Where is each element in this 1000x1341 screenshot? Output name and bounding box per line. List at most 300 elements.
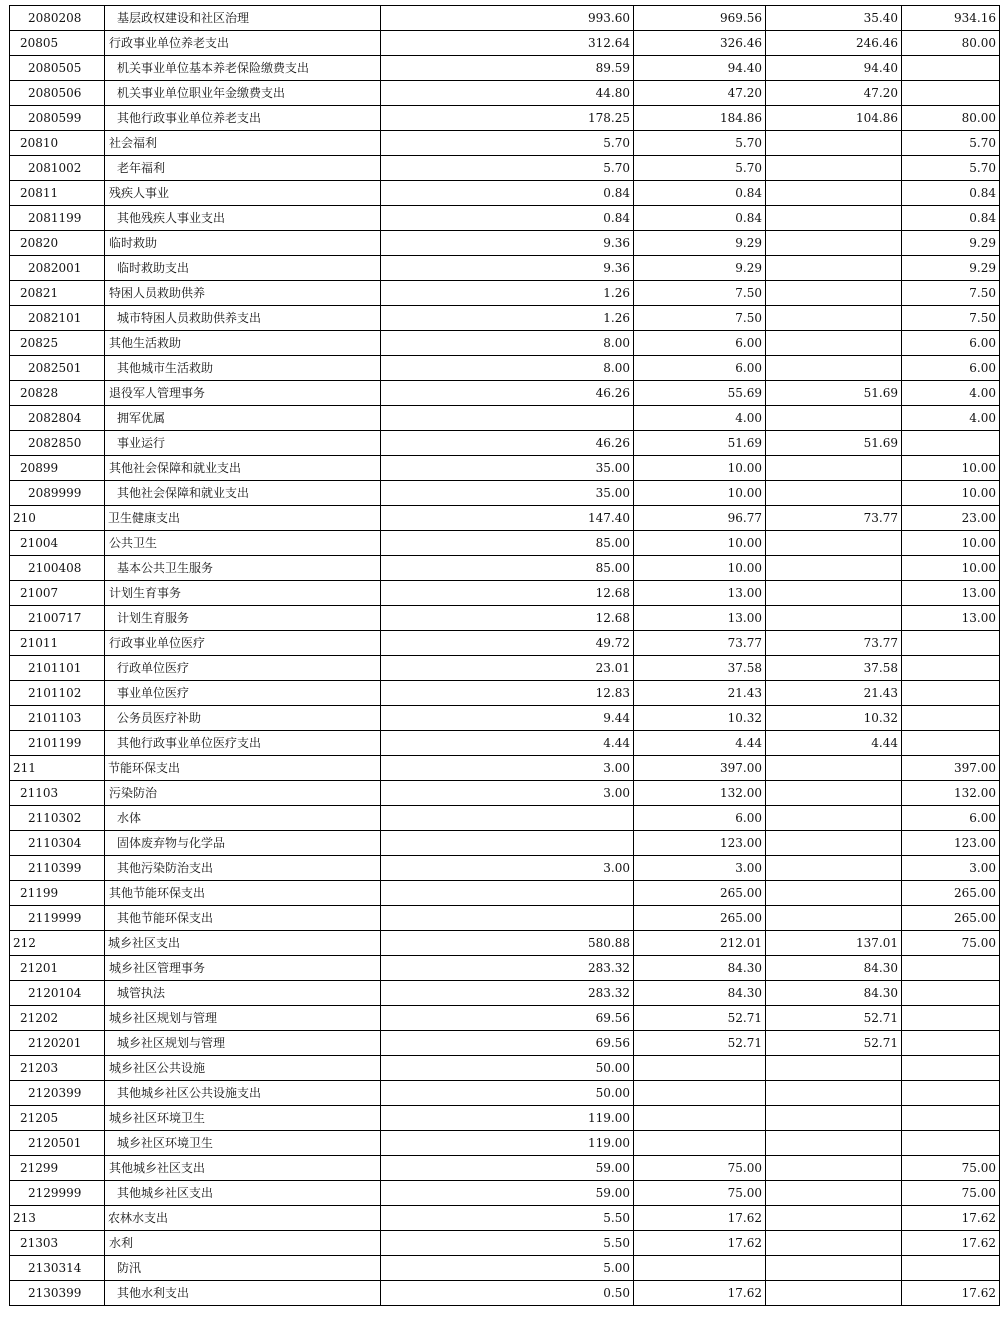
project-expenditure-cell: 397.00 — [902, 756, 1000, 781]
basic-expenditure-cell — [766, 1081, 902, 1106]
table-row — [10, 906, 1000, 931]
basic-expenditure-cell — [766, 1206, 902, 1231]
total-amount-cell: 123.00 — [634, 831, 766, 856]
basic-expenditure-cell — [766, 356, 902, 381]
project-expenditure-cell — [902, 706, 1000, 731]
account-code-cell: 21202 — [10, 1006, 105, 1031]
basic-expenditure-cell: 51.69 — [766, 431, 902, 456]
account-name-cell: 行政事业单位医疗 — [105, 631, 381, 656]
table-row — [10, 631, 1000, 656]
table-row — [10, 431, 1000, 456]
basic-expenditure-cell — [766, 806, 902, 831]
basic-expenditure-cell — [766, 581, 902, 606]
table-row — [10, 581, 1000, 606]
last-year-amount-cell: 85.00 — [381, 531, 634, 556]
basic-expenditure-cell — [766, 856, 902, 881]
table-row — [10, 1031, 1000, 1056]
account-code-cell: 2082101 — [10, 306, 105, 331]
table-row — [10, 1131, 1000, 1156]
basic-expenditure-cell — [766, 156, 902, 181]
account-code-cell: 2089999 — [10, 481, 105, 506]
total-amount-cell: 52.71 — [634, 1031, 766, 1056]
account-name-cell: 城乡社区支出 — [105, 931, 381, 956]
total-amount-cell: 132.00 — [634, 781, 766, 806]
basic-expenditure-cell — [766, 556, 902, 581]
account-name-cell: 公共卫生 — [105, 531, 381, 556]
project-expenditure-cell — [902, 956, 1000, 981]
basic-expenditure-cell — [766, 281, 902, 306]
basic-expenditure-cell — [766, 531, 902, 556]
last-year-amount-cell: 119.00 — [381, 1131, 634, 1156]
last-year-amount-cell: 0.84 — [381, 206, 634, 231]
basic-expenditure-cell — [766, 206, 902, 231]
table-row — [10, 181, 1000, 206]
table-row — [10, 1006, 1000, 1031]
basic-expenditure-cell: 104.86 — [766, 106, 902, 131]
project-expenditure-cell: 17.62 — [902, 1206, 1000, 1231]
total-amount-cell: 10.00 — [634, 481, 766, 506]
account-name-cell: 其他城乡社区支出 — [105, 1181, 381, 1206]
total-amount-cell: 9.29 — [634, 231, 766, 256]
project-expenditure-cell: 0.84 — [902, 206, 1000, 231]
project-expenditure-cell: 4.00 — [902, 406, 1000, 431]
account-code-cell: 210 — [10, 506, 105, 531]
account-code-cell: 2100408 — [10, 556, 105, 581]
total-amount-cell: 6.00 — [634, 356, 766, 381]
project-expenditure-cell: 3.00 — [902, 856, 1000, 881]
basic-expenditure-cell — [766, 1256, 902, 1281]
last-year-amount-cell: 46.26 — [381, 431, 634, 456]
table-row — [10, 1281, 1000, 1306]
table-row — [10, 356, 1000, 381]
last-year-amount-cell: 3.00 — [381, 856, 634, 881]
account-name-cell: 其他残疾人事业支出 — [105, 206, 381, 231]
account-code-cell: 2120104 — [10, 981, 105, 1006]
project-expenditure-cell — [902, 656, 1000, 681]
account-name-cell: 基层政权建设和社区治理 — [105, 6, 381, 31]
table-row — [10, 506, 1000, 531]
basic-expenditure-cell: 10.32 — [766, 706, 902, 731]
project-expenditure-cell — [902, 631, 1000, 656]
table-row — [10, 1156, 1000, 1181]
account-code-cell: 2120201 — [10, 1031, 105, 1056]
table-row — [10, 156, 1000, 181]
table-row — [10, 1206, 1000, 1231]
basic-expenditure-cell: 47.20 — [766, 81, 902, 106]
account-name-cell: 其他节能环保支出 — [105, 881, 381, 906]
last-year-amount-cell: 993.60 — [381, 6, 634, 31]
total-amount-cell: 0.84 — [634, 206, 766, 231]
account-code-cell: 2120501 — [10, 1131, 105, 1156]
table-row — [10, 656, 1000, 681]
basic-expenditure-cell — [766, 1131, 902, 1156]
basic-expenditure-cell — [766, 781, 902, 806]
account-name-cell: 固体废弃物与化学品 — [105, 831, 381, 856]
project-expenditure-cell: 75.00 — [902, 1181, 1000, 1206]
account-code-cell: 2082001 — [10, 256, 105, 281]
total-amount-cell — [634, 1131, 766, 1156]
basic-expenditure-cell: 35.40 — [766, 6, 902, 31]
table-row — [10, 281, 1000, 306]
account-name-cell: 防汛 — [105, 1256, 381, 1281]
project-expenditure-cell: 7.50 — [902, 281, 1000, 306]
account-name-cell: 其他水利支出 — [105, 1281, 381, 1306]
table-row — [10, 6, 1000, 31]
last-year-amount-cell: 9.44 — [381, 706, 634, 731]
account-name-cell: 其他城乡社区公共设施支出 — [105, 1081, 381, 1106]
account-name-cell: 农林水支出 — [105, 1206, 381, 1231]
project-expenditure-cell: 13.00 — [902, 581, 1000, 606]
project-expenditure-cell — [902, 81, 1000, 106]
account-code-cell: 2110302 — [10, 806, 105, 831]
basic-expenditure-cell — [766, 881, 902, 906]
account-name-cell: 城乡社区管理事务 — [105, 956, 381, 981]
account-code-cell: 21199 — [10, 881, 105, 906]
account-name-cell: 残疾人事业 — [105, 181, 381, 206]
account-name-cell: 其他城乡社区支出 — [105, 1156, 381, 1181]
table-row — [10, 1106, 1000, 1131]
table-row — [10, 381, 1000, 406]
account-code-cell: 2120399 — [10, 1081, 105, 1106]
project-expenditure-cell: 23.00 — [902, 506, 1000, 531]
last-year-amount-cell: 12.68 — [381, 581, 634, 606]
table-row — [10, 956, 1000, 981]
last-year-amount-cell: 23.01 — [381, 656, 634, 681]
basic-expenditure-cell — [766, 1181, 902, 1206]
project-expenditure-cell — [902, 1256, 1000, 1281]
last-year-amount-cell — [381, 906, 634, 931]
total-amount-cell: 7.50 — [634, 281, 766, 306]
project-expenditure-cell: 265.00 — [902, 906, 1000, 931]
total-amount-cell: 10.32 — [634, 706, 766, 731]
last-year-amount-cell: 35.00 — [381, 456, 634, 481]
table-row — [10, 756, 1000, 781]
project-expenditure-cell: 80.00 — [902, 31, 1000, 56]
last-year-amount-cell: 50.00 — [381, 1056, 634, 1081]
last-year-amount-cell: 8.00 — [381, 331, 634, 356]
account-code-cell: 20828 — [10, 381, 105, 406]
account-code-cell: 21011 — [10, 631, 105, 656]
basic-expenditure-cell — [766, 331, 902, 356]
table-row — [10, 1181, 1000, 1206]
project-expenditure-cell: 265.00 — [902, 881, 1000, 906]
total-amount-cell: 75.00 — [634, 1181, 766, 1206]
account-code-cell: 21203 — [10, 1056, 105, 1081]
project-expenditure-cell: 934.16 — [902, 6, 1000, 31]
last-year-amount-cell: 283.32 — [381, 956, 634, 981]
last-year-amount-cell: 5.70 — [381, 156, 634, 181]
account-code-cell: 20805 — [10, 31, 105, 56]
last-year-amount-cell — [381, 806, 634, 831]
account-code-cell: 2101101 — [10, 656, 105, 681]
total-amount-cell: 21.43 — [634, 681, 766, 706]
basic-expenditure-cell — [766, 1281, 902, 1306]
project-expenditure-cell — [902, 1056, 1000, 1081]
account-name-cell: 公务员医疗补助 — [105, 706, 381, 731]
basic-expenditure-cell — [766, 181, 902, 206]
account-name-cell: 基本公共卫生服务 — [105, 556, 381, 581]
basic-expenditure-cell: 84.30 — [766, 981, 902, 1006]
account-code-cell: 2101103 — [10, 706, 105, 731]
project-expenditure-cell — [902, 1006, 1000, 1031]
last-year-amount-cell: 147.40 — [381, 506, 634, 531]
account-code-cell: 20820 — [10, 231, 105, 256]
total-amount-cell: 4.00 — [634, 406, 766, 431]
account-name-cell: 污染防治 — [105, 781, 381, 806]
basic-expenditure-cell — [766, 831, 902, 856]
account-code-cell: 2081199 — [10, 206, 105, 231]
project-expenditure-cell: 75.00 — [902, 931, 1000, 956]
total-amount-cell: 0.84 — [634, 181, 766, 206]
account-code-cell: 21103 — [10, 781, 105, 806]
account-code-cell: 21303 — [10, 1231, 105, 1256]
account-name-cell: 事业运行 — [105, 431, 381, 456]
last-year-amount-cell: 3.00 — [381, 756, 634, 781]
account-name-cell: 临时救助支出 — [105, 256, 381, 281]
account-name-cell: 水利 — [105, 1231, 381, 1256]
account-name-cell: 拥军优属 — [105, 406, 381, 431]
account-code-cell: 2080505 — [10, 56, 105, 81]
project-expenditure-cell — [902, 1081, 1000, 1106]
basic-expenditure-cell — [766, 481, 902, 506]
total-amount-cell: 84.30 — [634, 981, 766, 1006]
total-amount-cell: 13.00 — [634, 606, 766, 631]
basic-expenditure-cell — [766, 606, 902, 631]
account-name-cell: 行政单位医疗 — [105, 656, 381, 681]
project-expenditure-cell: 132.00 — [902, 781, 1000, 806]
account-name-cell: 特困人员救助供养 — [105, 281, 381, 306]
table-row — [10, 881, 1000, 906]
total-amount-cell: 10.00 — [634, 456, 766, 481]
last-year-amount-cell: 44.80 — [381, 81, 634, 106]
basic-expenditure-cell: 137.01 — [766, 931, 902, 956]
total-amount-cell: 4.44 — [634, 731, 766, 756]
table-row — [10, 931, 1000, 956]
last-year-amount-cell: 283.32 — [381, 981, 634, 1006]
table-row — [10, 481, 1000, 506]
account-name-cell: 计划生育事务 — [105, 581, 381, 606]
project-expenditure-cell: 6.00 — [902, 331, 1000, 356]
total-amount-cell: 17.62 — [634, 1281, 766, 1306]
account-name-cell: 城乡社区环境卫生 — [105, 1106, 381, 1131]
account-code-cell: 212 — [10, 931, 105, 956]
account-code-cell: 20811 — [10, 181, 105, 206]
project-expenditure-cell: 10.00 — [902, 556, 1000, 581]
budget-table — [9, 5, 1000, 1306]
account-code-cell: 2082501 — [10, 356, 105, 381]
account-code-cell: 2119999 — [10, 906, 105, 931]
table-row — [10, 856, 1000, 881]
project-expenditure-cell: 10.00 — [902, 481, 1000, 506]
total-amount-cell: 84.30 — [634, 956, 766, 981]
last-year-amount-cell: 46.26 — [381, 381, 634, 406]
account-name-cell: 机关事业单位基本养老保险缴费支出 — [105, 56, 381, 81]
last-year-amount-cell: 5.50 — [381, 1231, 634, 1256]
last-year-amount-cell: 178.25 — [381, 106, 634, 131]
basic-expenditure-cell — [766, 756, 902, 781]
account-name-cell: 卫生健康支出 — [105, 506, 381, 531]
account-code-cell: 21007 — [10, 581, 105, 606]
table-row — [10, 306, 1000, 331]
total-amount-cell: 17.62 — [634, 1206, 766, 1231]
account-code-cell: 21004 — [10, 531, 105, 556]
table-row — [10, 531, 1000, 556]
account-code-cell: 2100717 — [10, 606, 105, 631]
table-row — [10, 206, 1000, 231]
basic-expenditure-cell: 246.46 — [766, 31, 902, 56]
project-expenditure-cell: 17.62 — [902, 1231, 1000, 1256]
account-name-cell: 其他行政事业单位医疗支出 — [105, 731, 381, 756]
last-year-amount-cell: 59.00 — [381, 1181, 634, 1206]
account-name-cell: 城乡社区环境卫生 — [105, 1131, 381, 1156]
account-code-cell: 2101199 — [10, 731, 105, 756]
table-row — [10, 231, 1000, 256]
account-name-cell: 水体 — [105, 806, 381, 831]
total-amount-cell: 51.69 — [634, 431, 766, 456]
account-name-cell: 其他城市生活救助 — [105, 356, 381, 381]
last-year-amount-cell: 119.00 — [381, 1106, 634, 1131]
table-row — [10, 1056, 1000, 1081]
last-year-amount-cell: 12.68 — [381, 606, 634, 631]
total-amount-cell: 397.00 — [634, 756, 766, 781]
table-row — [10, 256, 1000, 281]
basic-expenditure-cell: 94.40 — [766, 56, 902, 81]
basic-expenditure-cell — [766, 406, 902, 431]
total-amount-cell — [634, 1256, 766, 1281]
account-name-cell: 临时救助 — [105, 231, 381, 256]
basic-expenditure-cell: 4.44 — [766, 731, 902, 756]
account-name-cell: 其他节能环保支出 — [105, 906, 381, 931]
account-code-cell: 20825 — [10, 331, 105, 356]
project-expenditure-cell — [902, 731, 1000, 756]
account-code-cell: 2082850 — [10, 431, 105, 456]
total-amount-cell: 47.20 — [634, 81, 766, 106]
project-expenditure-cell — [902, 431, 1000, 456]
last-year-amount-cell: 59.00 — [381, 1156, 634, 1181]
basic-expenditure-cell — [766, 1056, 902, 1081]
account-code-cell: 21201 — [10, 956, 105, 981]
table-row — [10, 606, 1000, 631]
total-amount-cell: 6.00 — [634, 806, 766, 831]
account-name-cell: 老年福利 — [105, 156, 381, 181]
table-row — [10, 131, 1000, 156]
account-code-cell: 2130399 — [10, 1281, 105, 1306]
project-expenditure-cell — [902, 681, 1000, 706]
total-amount-cell: 6.00 — [634, 331, 766, 356]
project-expenditure-cell — [902, 1131, 1000, 1156]
last-year-amount-cell: 9.36 — [381, 231, 634, 256]
total-amount-cell — [634, 1056, 766, 1081]
account-code-cell: 20810 — [10, 131, 105, 156]
account-code-cell: 2080599 — [10, 106, 105, 131]
last-year-amount-cell: 50.00 — [381, 1081, 634, 1106]
last-year-amount-cell — [381, 881, 634, 906]
last-year-amount-cell: 5.70 — [381, 131, 634, 156]
table-row — [10, 831, 1000, 856]
basic-expenditure-cell — [766, 131, 902, 156]
account-code-cell: 2082804 — [10, 406, 105, 431]
account-code-cell: 2080208 — [10, 6, 105, 31]
account-code-cell: 21299 — [10, 1156, 105, 1181]
basic-expenditure-cell: 73.77 — [766, 506, 902, 531]
last-year-amount-cell: 5.50 — [381, 1206, 634, 1231]
account-code-cell: 2110304 — [10, 831, 105, 856]
total-amount-cell: 326.46 — [634, 31, 766, 56]
project-expenditure-cell: 6.00 — [902, 356, 1000, 381]
project-expenditure-cell — [902, 1106, 1000, 1131]
table-row — [10, 406, 1000, 431]
total-amount-cell: 184.86 — [634, 106, 766, 131]
total-amount-cell: 73.77 — [634, 631, 766, 656]
total-amount-cell: 10.00 — [634, 556, 766, 581]
table-row — [10, 331, 1000, 356]
basic-expenditure-cell — [766, 231, 902, 256]
last-year-amount-cell: 69.56 — [381, 1006, 634, 1031]
basic-expenditure-cell: 73.77 — [766, 631, 902, 656]
last-year-amount-cell — [381, 406, 634, 431]
basic-expenditure-cell — [766, 1106, 902, 1131]
table-row — [10, 81, 1000, 106]
total-amount-cell: 55.69 — [634, 381, 766, 406]
account-name-cell: 城管执法 — [105, 981, 381, 1006]
account-name-cell: 计划生育服务 — [105, 606, 381, 631]
account-code-cell: 2130314 — [10, 1256, 105, 1281]
total-amount-cell: 3.00 — [634, 856, 766, 881]
account-name-cell: 城乡社区公共设施 — [105, 1056, 381, 1081]
account-name-cell: 社会福利 — [105, 131, 381, 156]
last-year-amount-cell: 3.00 — [381, 781, 634, 806]
last-year-amount-cell: 9.36 — [381, 256, 634, 281]
total-amount-cell: 37.58 — [634, 656, 766, 681]
project-expenditure-cell: 10.00 — [902, 531, 1000, 556]
total-amount-cell: 969.56 — [634, 6, 766, 31]
project-expenditure-cell: 17.62 — [902, 1281, 1000, 1306]
account-code-cell: 20821 — [10, 281, 105, 306]
total-amount-cell: 5.70 — [634, 131, 766, 156]
total-amount-cell: 13.00 — [634, 581, 766, 606]
table-row — [10, 31, 1000, 56]
table-row — [10, 106, 1000, 131]
table-row — [10, 681, 1000, 706]
last-year-amount-cell: 1.26 — [381, 306, 634, 331]
account-name-cell: 城乡社区规划与管理 — [105, 1006, 381, 1031]
basic-expenditure-cell: 51.69 — [766, 381, 902, 406]
account-name-cell: 其他污染防治支出 — [105, 856, 381, 881]
last-year-amount-cell: 580.88 — [381, 931, 634, 956]
account-code-cell: 2081002 — [10, 156, 105, 181]
total-amount-cell — [634, 1081, 766, 1106]
project-expenditure-cell: 13.00 — [902, 606, 1000, 631]
table-row — [10, 806, 1000, 831]
last-year-amount-cell: 4.44 — [381, 731, 634, 756]
last-year-amount-cell: 49.72 — [381, 631, 634, 656]
table-row — [10, 706, 1000, 731]
last-year-amount-cell: 69.56 — [381, 1031, 634, 1056]
project-expenditure-cell — [902, 56, 1000, 81]
last-year-amount-cell: 5.00 — [381, 1256, 634, 1281]
account-name-cell: 其他行政事业单位养老支出 — [105, 106, 381, 131]
account-code-cell: 2101102 — [10, 681, 105, 706]
basic-expenditure-cell — [766, 1156, 902, 1181]
project-expenditure-cell: 5.70 — [902, 156, 1000, 181]
account-code-cell: 211 — [10, 756, 105, 781]
last-year-amount-cell: 1.26 — [381, 281, 634, 306]
table-row — [10, 731, 1000, 756]
last-year-amount-cell: 12.83 — [381, 681, 634, 706]
account-name-cell: 退役军人管理事务 — [105, 381, 381, 406]
basic-expenditure-cell — [766, 1231, 902, 1256]
basic-expenditure-cell: 84.30 — [766, 956, 902, 981]
